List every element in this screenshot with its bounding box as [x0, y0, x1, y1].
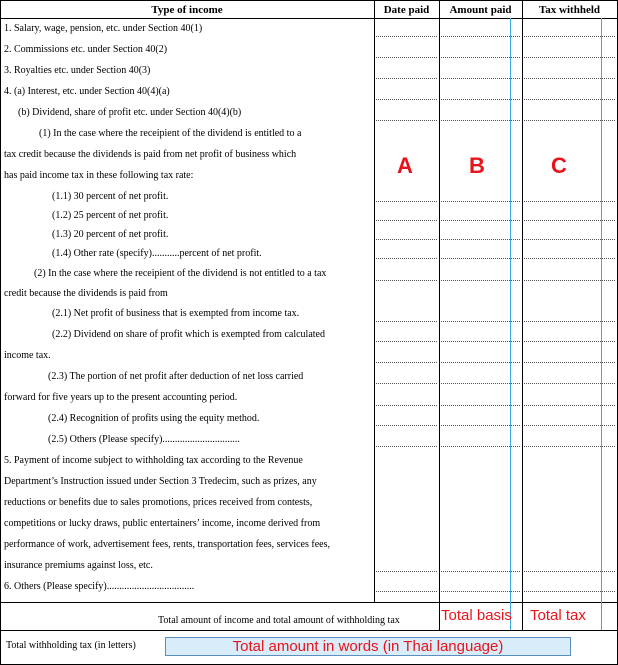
entry-line[interactable]: [441, 36, 520, 37]
row-1-salary: 1. Salary, wage, pension, etc. under Section 40(1): [4, 23, 203, 34]
entry-line[interactable]: [441, 405, 520, 406]
entry-line[interactable]: [376, 258, 437, 259]
row-4b2-line2: credit because the dividends is paid from: [4, 288, 168, 299]
entry-line[interactable]: [441, 57, 520, 58]
entry-line[interactable]: [376, 99, 437, 100]
row-4b-dividend: (b) Dividend, share of profit etc. under Section 40(4)(b): [18, 107, 242, 118]
row-1-3: (1.3) 20 percent of net profit.: [52, 229, 169, 240]
entry-line[interactable]: [441, 220, 520, 221]
entry-line[interactable]: [524, 571, 615, 572]
entry-line[interactable]: [376, 321, 437, 322]
header-type-of-income: Type of income: [151, 4, 223, 16]
entry-line[interactable]: [524, 405, 615, 406]
marker-b: B: [469, 153, 485, 178]
entry-line[interactable]: [524, 120, 615, 121]
entry-line[interactable]: [524, 280, 615, 281]
entry-line[interactable]: [376, 383, 437, 384]
entry-line[interactable]: [524, 258, 615, 259]
row-4b1-line1: (1) In the case where the receipient of the dividend is entitled to a: [39, 128, 302, 139]
row-1-2: (1.2) 25 percent of net profit.: [52, 210, 169, 221]
row-2-1: (2.1) Net profit of business that is exempted from income tax.: [52, 308, 300, 319]
entry-line[interactable]: [524, 341, 615, 342]
header-amount-paid: Amount paid: [449, 4, 512, 16]
entry-line[interactable]: [524, 383, 615, 384]
row-2-3-line2: forward for five years up to the present accounting period.: [4, 392, 238, 403]
entry-line[interactable]: [441, 120, 520, 121]
entry-line[interactable]: [376, 201, 437, 202]
marker-a: A: [397, 153, 413, 178]
row-1-4: (1.4) Other rate (specify)...........percent of net profit.: [52, 248, 262, 259]
row-2-commissions: 2. Commissions etc. under Section 40(2): [4, 44, 168, 55]
header-tax-withheld: Tax withheld: [538, 4, 601, 16]
row-4b2-line1: (2) In the case where the receipient of the dividend is not entitled to a tax: [34, 268, 327, 279]
entry-line[interactable]: [376, 446, 437, 447]
entry-line[interactable]: [376, 239, 437, 240]
entry-line[interactable]: [376, 120, 437, 121]
entry-line[interactable]: [441, 446, 520, 447]
entry-line[interactable]: [441, 571, 520, 572]
row-5-line2: Department’s Instruction issued under Section 3 Tredecim, such as prizes, any: [4, 476, 317, 487]
row-2-4: (2.4) Recognition of profits using the equity method.: [48, 413, 260, 424]
total-label: Total amount of income and total amount of withholding tax: [158, 615, 400, 626]
entry-line[interactable]: [441, 321, 520, 322]
row-5-line5: performance of work, advertisement fees, rents, transportation fees, services fees,: [4, 539, 330, 550]
entry-line[interactable]: [524, 321, 615, 322]
entry-line[interactable]: [441, 99, 520, 100]
entry-line[interactable]: [524, 239, 615, 240]
amount-decimal-line: [510, 18, 511, 630]
row-5-line1: 5. Payment of income subject to withholding tax according to the Revenue: [4, 455, 303, 466]
entry-line[interactable]: [376, 425, 437, 426]
entry-line[interactable]: [376, 57, 437, 58]
total-divider: [0, 630, 617, 631]
entry-line[interactable]: [441, 383, 520, 384]
entry-line[interactable]: [376, 591, 437, 592]
row-4b1-line3: has paid income tax in these following tax rate:: [4, 170, 194, 181]
entry-line[interactable]: [441, 425, 520, 426]
entry-line[interactable]: [441, 591, 520, 592]
body-divider: [0, 602, 617, 603]
entry-line[interactable]: [524, 446, 615, 447]
row-5-line6: insurance premiums against loss, etc.: [4, 560, 153, 571]
entry-line[interactable]: [524, 36, 615, 37]
col-divider-amount: [439, 0, 440, 630]
entry-line[interactable]: [524, 99, 615, 100]
entry-line[interactable]: [376, 362, 437, 363]
row-4a-interest: 4. (a) Interest, etc. under Section 40(4)(a): [4, 86, 170, 97]
entry-line[interactable]: [524, 78, 615, 79]
row-2-3-line1: (2.3) The portion of net profit after deduction of net loss carried: [48, 371, 304, 382]
row-1-1: (1.1) 30 percent of net profit.: [52, 191, 169, 202]
marker-c: C: [551, 153, 567, 178]
entry-line[interactable]: [376, 405, 437, 406]
entry-line[interactable]: [524, 362, 615, 363]
entry-line[interactable]: [441, 280, 520, 281]
row-2-5: (2.5) Others (Please specify)...............................: [48, 434, 240, 445]
entry-line[interactable]: [441, 341, 520, 342]
row-3-royalties: 3. Royalties etc. under Section 40(3): [4, 65, 151, 76]
entry-line[interactable]: [524, 425, 615, 426]
entry-line[interactable]: [376, 571, 437, 572]
total-basis: Total basis: [441, 607, 512, 624]
row-5-line4: competitions or lucky draws, public entertainers’ income, income derived from: [4, 518, 321, 529]
entry-line[interactable]: [376, 78, 437, 79]
entry-line[interactable]: [524, 220, 615, 221]
entry-line[interactable]: [524, 201, 615, 202]
col-divider-tax: [522, 0, 523, 630]
entry-line[interactable]: [376, 280, 437, 281]
entry-line[interactable]: [376, 341, 437, 342]
tax-decimal-line: [601, 18, 602, 630]
entry-line[interactable]: [441, 239, 520, 240]
col-divider-date: [374, 0, 375, 602]
entry-line[interactable]: [441, 258, 520, 259]
entry-line[interactable]: [441, 362, 520, 363]
row-2-2-line1: (2.2) Dividend on share of profit which is exempted from calculated: [52, 329, 325, 340]
total-tax: Total tax: [530, 607, 586, 624]
row-5-line3: reductions or benefits due to sales promotions, prices received from contests,: [4, 497, 313, 508]
header-divider: [0, 18, 617, 19]
row-4b1-line2: tax credit because the dividends is paid from net profit of business which: [4, 149, 297, 160]
row-6-others: 6. Others (Please specify)...................................: [4, 581, 195, 592]
entry-line[interactable]: [441, 201, 520, 202]
entry-line[interactable]: [524, 591, 615, 592]
entry-line[interactable]: [524, 57, 615, 58]
header-date-paid: Date paid: [383, 4, 430, 16]
entry-line[interactable]: [376, 220, 437, 221]
total-in-words-value: Total amount in words (in Thai language): [232, 638, 504, 655]
words-label: Total withholding tax (in letters): [6, 640, 136, 651]
entry-line[interactable]: [376, 36, 437, 37]
row-2-2-line2: income tax.: [4, 350, 51, 361]
entry-line[interactable]: [441, 78, 520, 79]
total-in-words-field[interactable]: [165, 637, 571, 656]
